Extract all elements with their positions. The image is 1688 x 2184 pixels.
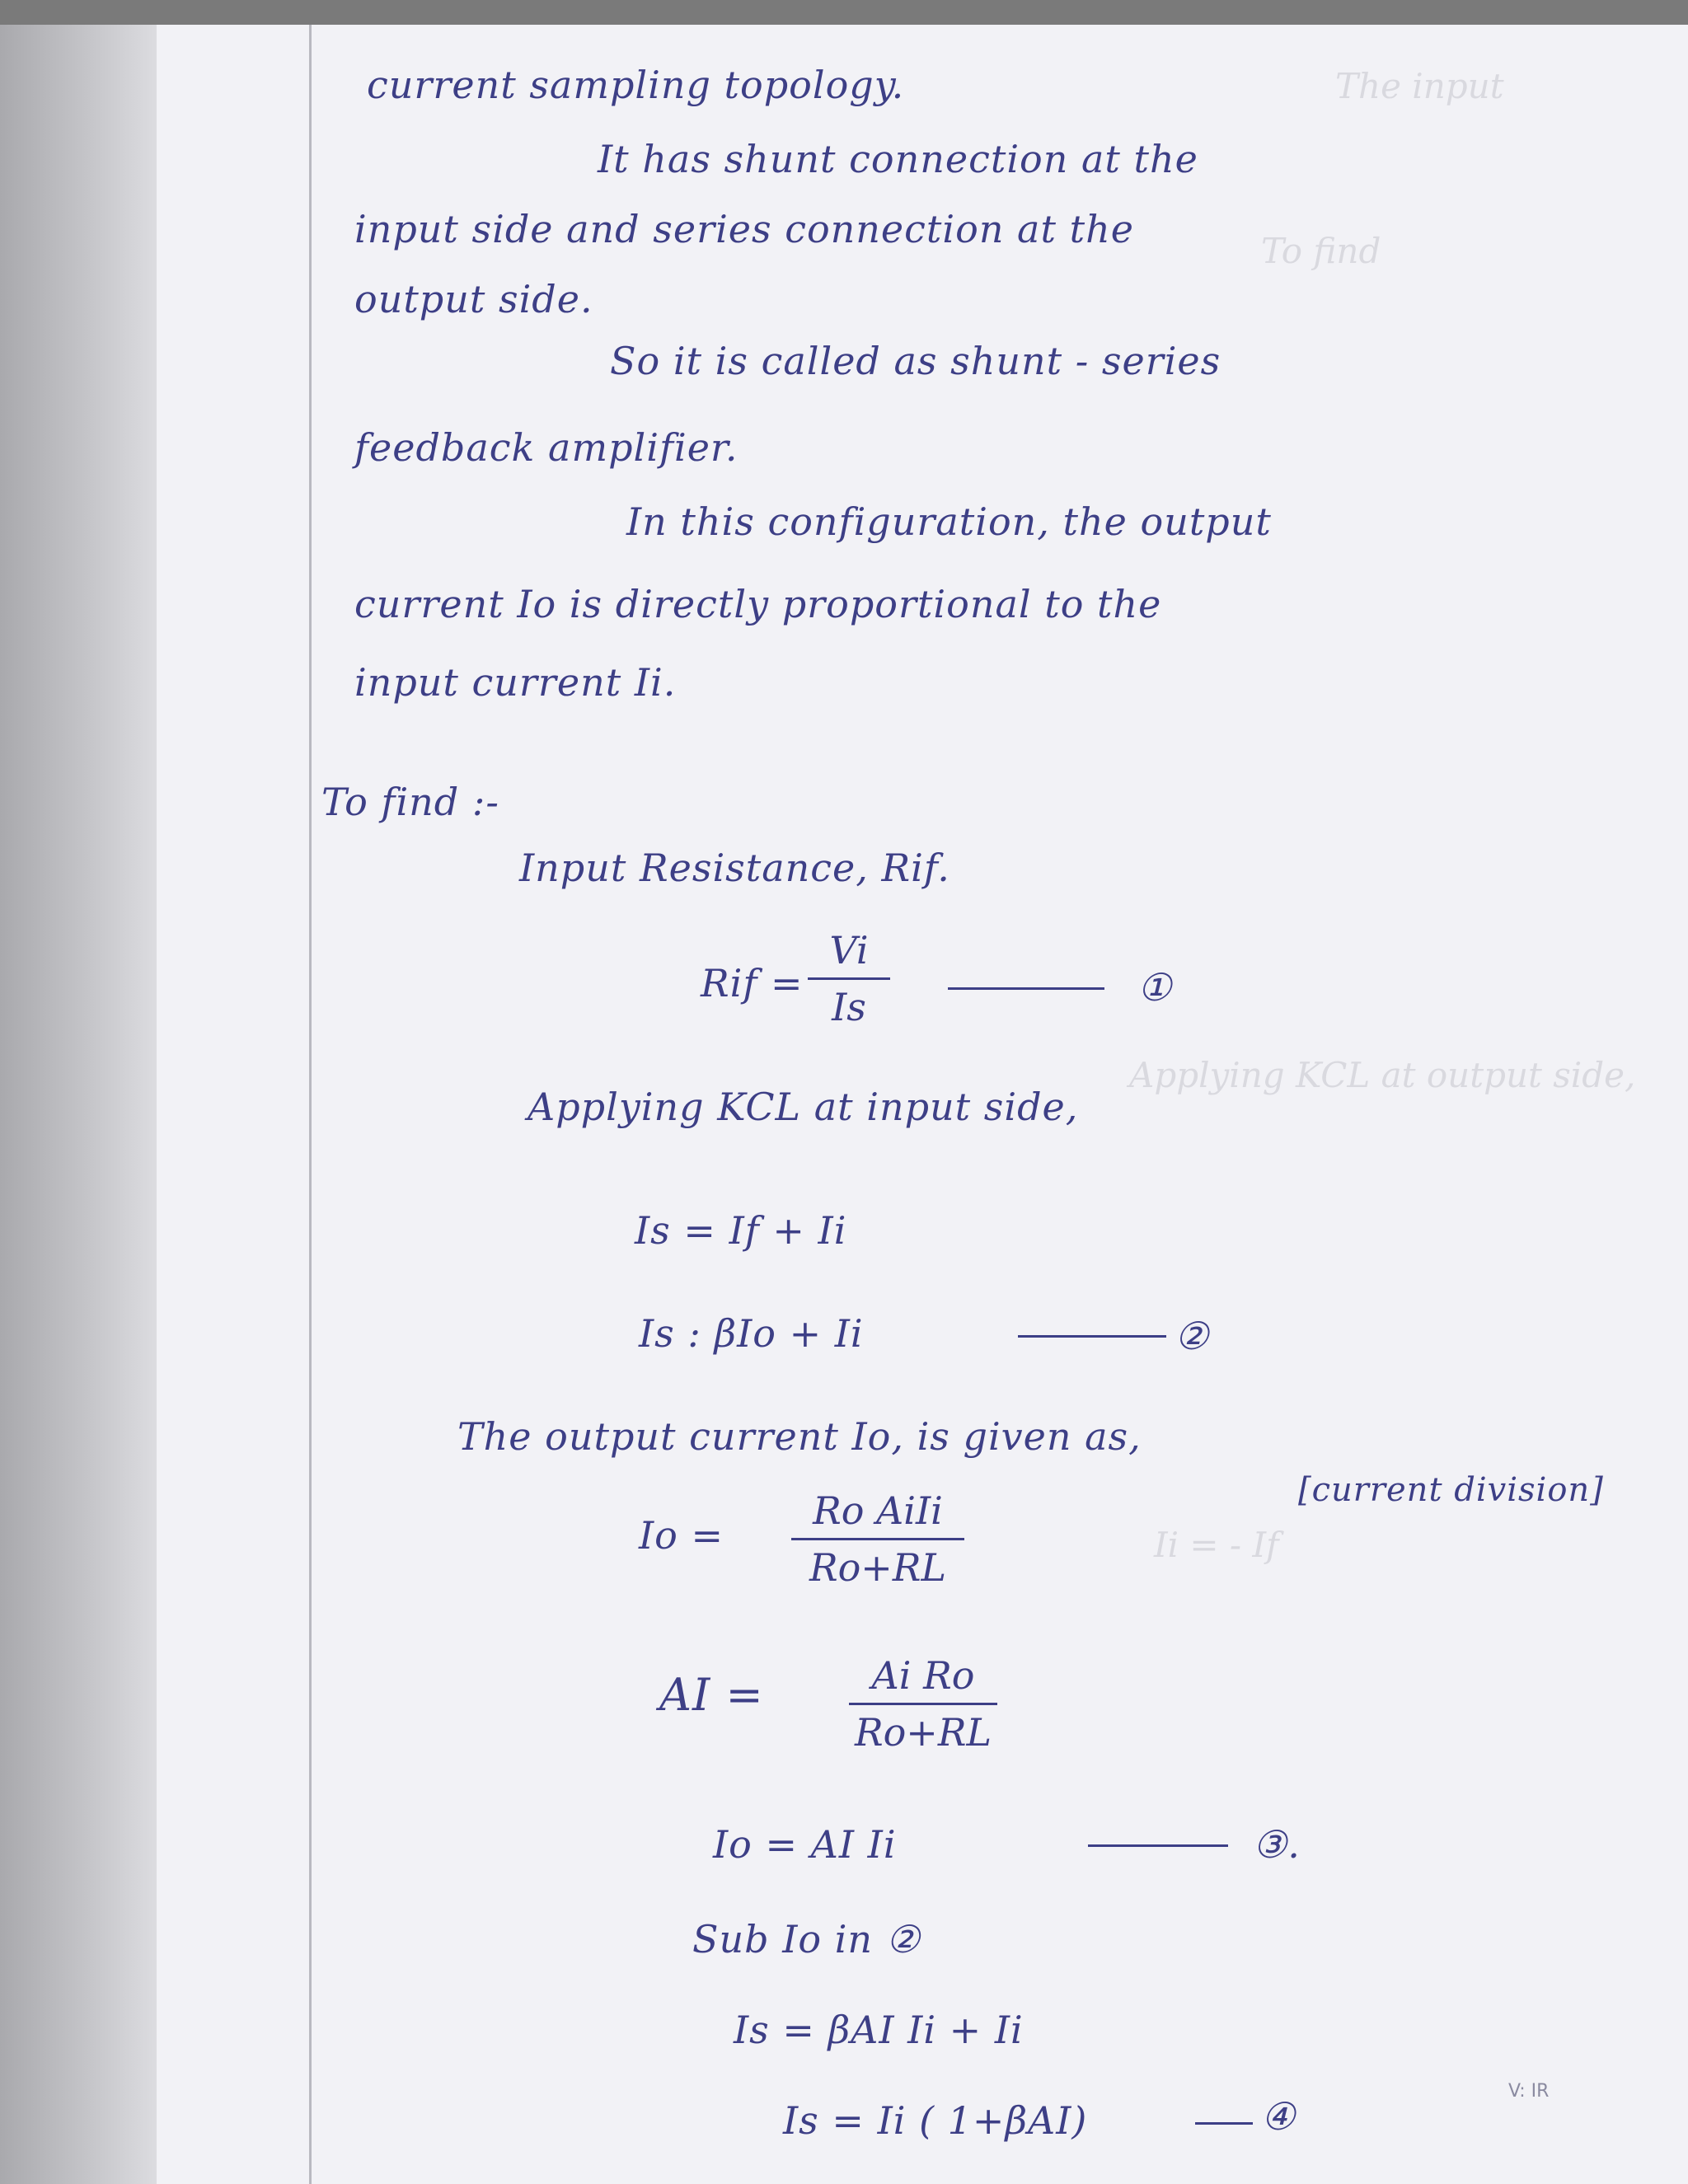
corner-mark: V: IR <box>1508 2081 1550 2102</box>
text-line-5: So it is called as shunt - series <box>610 339 1221 383</box>
eq2b: Is : βIo + Ii <box>639 1311 864 1356</box>
text-line-2: It has shunt connection at the <box>598 137 1198 181</box>
eq2-dash <box>1018 1335 1166 1338</box>
ai-numerator: Ai Ro <box>849 1657 997 1705</box>
eq4-dash <box>1195 2122 1253 2125</box>
section-heading: To find :- <box>321 780 499 824</box>
notebook-page <box>157 25 1688 2184</box>
text-line-6: feedback amplifier. <box>354 425 738 470</box>
eq3-lhs: Io = <box>639 1513 724 1558</box>
eq4b: Is = Ii ( 1+βAI) <box>783 2098 1088 2143</box>
note-current-division: [current division] <box>1298 1471 1604 1509</box>
kcl-text: Applying KCL at input side, <box>528 1085 1079 1129</box>
eq1-numerator: Vi <box>808 931 890 980</box>
section-subheading: Input Resistance, Rif. <box>519 846 950 890</box>
eq3-tag: ③. <box>1253 1822 1301 1867</box>
bleed-through: To find <box>1261 231 1381 271</box>
output-text: The output current Io, is given as, <box>457 1414 1142 1459</box>
eq1-dash <box>948 987 1104 990</box>
text-line-3: input side and series connection at the <box>354 207 1134 251</box>
ai-fraction <box>849 1653 997 1755</box>
eq3b: Io = AI Ii <box>713 1822 897 1867</box>
eq4a: Is = βAI Ii + Ii <box>734 2008 1024 2052</box>
text-line-9: input current Ii. <box>354 660 677 705</box>
eq1-denominator: Is <box>832 985 866 1029</box>
text-line-7: In this configuration, the output <box>626 499 1272 544</box>
eq2-tag: ② <box>1175 1314 1210 1358</box>
eq2a: Is = If + Ii <box>635 1208 847 1253</box>
text-line-8: current Io is directly proportional to the <box>354 582 1162 626</box>
sub-text: Sub Io in ② <box>692 1917 921 1961</box>
bleed-through: The input <box>1335 66 1504 106</box>
text-line-1: current sampling topology. <box>367 63 905 107</box>
eq1-lhs: Rif = <box>701 961 804 1005</box>
text-line-4: output side. <box>354 277 593 321</box>
scan-top-edge <box>0 0 1688 25</box>
bleed-through: Applying KCL at output side, <box>1129 1055 1636 1095</box>
bleed-through: Ii = - If <box>1154 1525 1279 1565</box>
ai-lhs: AI = <box>659 1669 764 1721</box>
eq3-denominator: Ro+RL <box>809 1545 947 1590</box>
eq3-numerator: Ro AiIi <box>791 1492 964 1540</box>
eq3-dash <box>1088 1844 1228 1847</box>
eq1-tag: ① <box>1137 965 1173 1010</box>
eq4-tag: ④ <box>1261 2094 1296 2139</box>
eq1-fraction <box>808 928 890 1029</box>
scan-left-shadow <box>0 25 157 2184</box>
margin-line <box>309 25 312 2184</box>
eq3-fraction <box>791 1488 964 1590</box>
ai-denominator: Ro+RL <box>854 1710 992 1755</box>
